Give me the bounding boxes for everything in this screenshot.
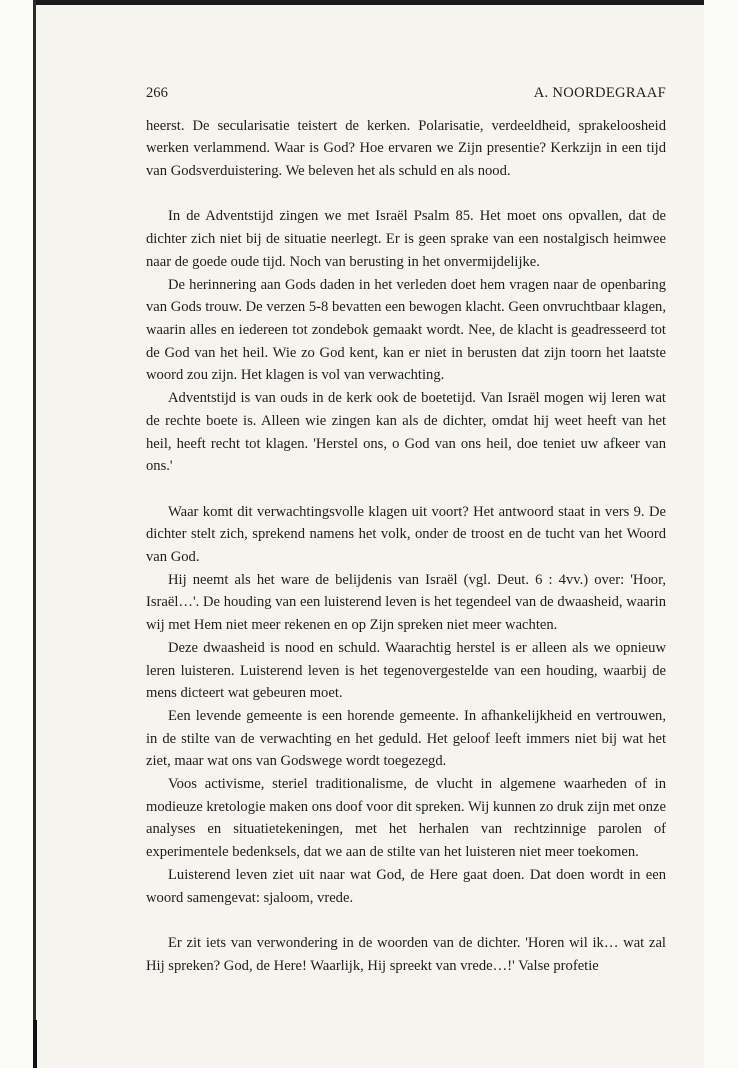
paragraph: Adventstijd is van ouds in de kerk ook de boetetijd. Van Israël mogen wij leren wat de rechte boete is. Alleen wie zingen kan als de dichter, omdat hij weet heeft van het heil, heeft recht tot klagen. 'Herstel ons, o God van ons heil, doe teniet uw afkeer van ons.' [146, 390, 666, 475]
paragraph: heerst. De secularisatie teistert de kerken. Polarisatie, verdeeldheid, sprakeloosheid werken verlammend. Waar is God? Hoe ervaren we Zijn presentie? Kerkzijn in een tijd van Godsverduistering. We beleven het als schuld en als nood. [146, 117, 666, 180]
paragraph: Er zit iets van verwondering in de woorden van de dichter. 'Horen wil ik… wat zal Hij spreken? God, de Here! Waarlijk, Hij spreekt van vrede…!' Valse profetie [146, 934, 666, 974]
scan-bottom-left-edge [33, 1020, 37, 1068]
page-header [146, 82, 666, 105]
paragraph: Hij neemt als het ware de belijdenis van Israël (vgl. Deut. 6 : 4vv.) over: 'Hoor, Israël…'. De houding van een luisterend leven is het tegendeel van de dwaasheid, waarin wij met Hem niet meer rekenen en op Zijn spreken niet meer wachten. [146, 571, 666, 634]
paragraph: Luisterend leven ziet uit naar wat God, de Here gaat doen. Dat doen wordt in een woord samengevat: sjaloom, vrede. [146, 866, 666, 906]
paragraph: Een levende gemeente is een horende gemeente. In afhankelijkheid en vertrouwen, in de stilte van de verwachting en het geduld. Het geloof leeft immers niet bij wat het ziet, maar wat ons van Godswege wordt toegezegd. [146, 707, 666, 770]
paragraph: Waar komt dit verwachtingsvolle klagen uit voort? Het antwoord staat in vers 9. De dichter stelt zich, sprekend namens het volk, onder de troost en de tucht van het Woord van God. [146, 503, 666, 566]
running-title: A. NOORDEGRAAF [533, 85, 666, 101]
page-number: 266 [146, 85, 168, 101]
text-block [146, 82, 666, 977]
paragraph: In de Adventstijd zingen we met Israël Psalm 85. Het moet ons opvallen, dat de dichter zich niet bij de situatie neerlegt. Er is geen sprake van een nostalgisch heimwee naar de goede oude tijd. Noch van berusting in het onvermijdelijke. [146, 208, 666, 270]
scan-left-edge [33, 0, 36, 1068]
paragraph: De herinnering aan Gods daden in het verleden doet hem vragen naar de openbaring van Gods trouw. De verzen 5-8 bevatten een bewogen klacht. Geen onvruchtbaar klagen, waarin alles en iedereen tot zondebok gemaakt wordt. Nee, de klacht is geadresseerd tot de God van het heil. Wie zo God kent, kan er niet in berusten dat zijn toorn het laatste woord zou zijn. Het klagen is vol van verwachting. [146, 276, 666, 384]
paragraph: Deze dwaasheid is nood en schuld. Waarachtig herstel is er alleen als we opnieuw leren luisteren. Luisterend leven is het tegenovergestelde van een houding, waarbij de mens dicteert wat gebeuren moet. [146, 639, 666, 702]
scan-top-edge [34, 0, 704, 5]
paragraph: Voos activisme, steriel traditionalisme, de vlucht in algemene waarheden of in modieuze kretologie maken ons doof voor dit spreken. Wij kunnen zo druk zijn met onze analyses en situatietekeningen, met het herhalen van rechtzinnige parolen of experimentele bedenksels, dat we aan de stilte van het luisteren niet meer toekomen. [146, 776, 666, 861]
